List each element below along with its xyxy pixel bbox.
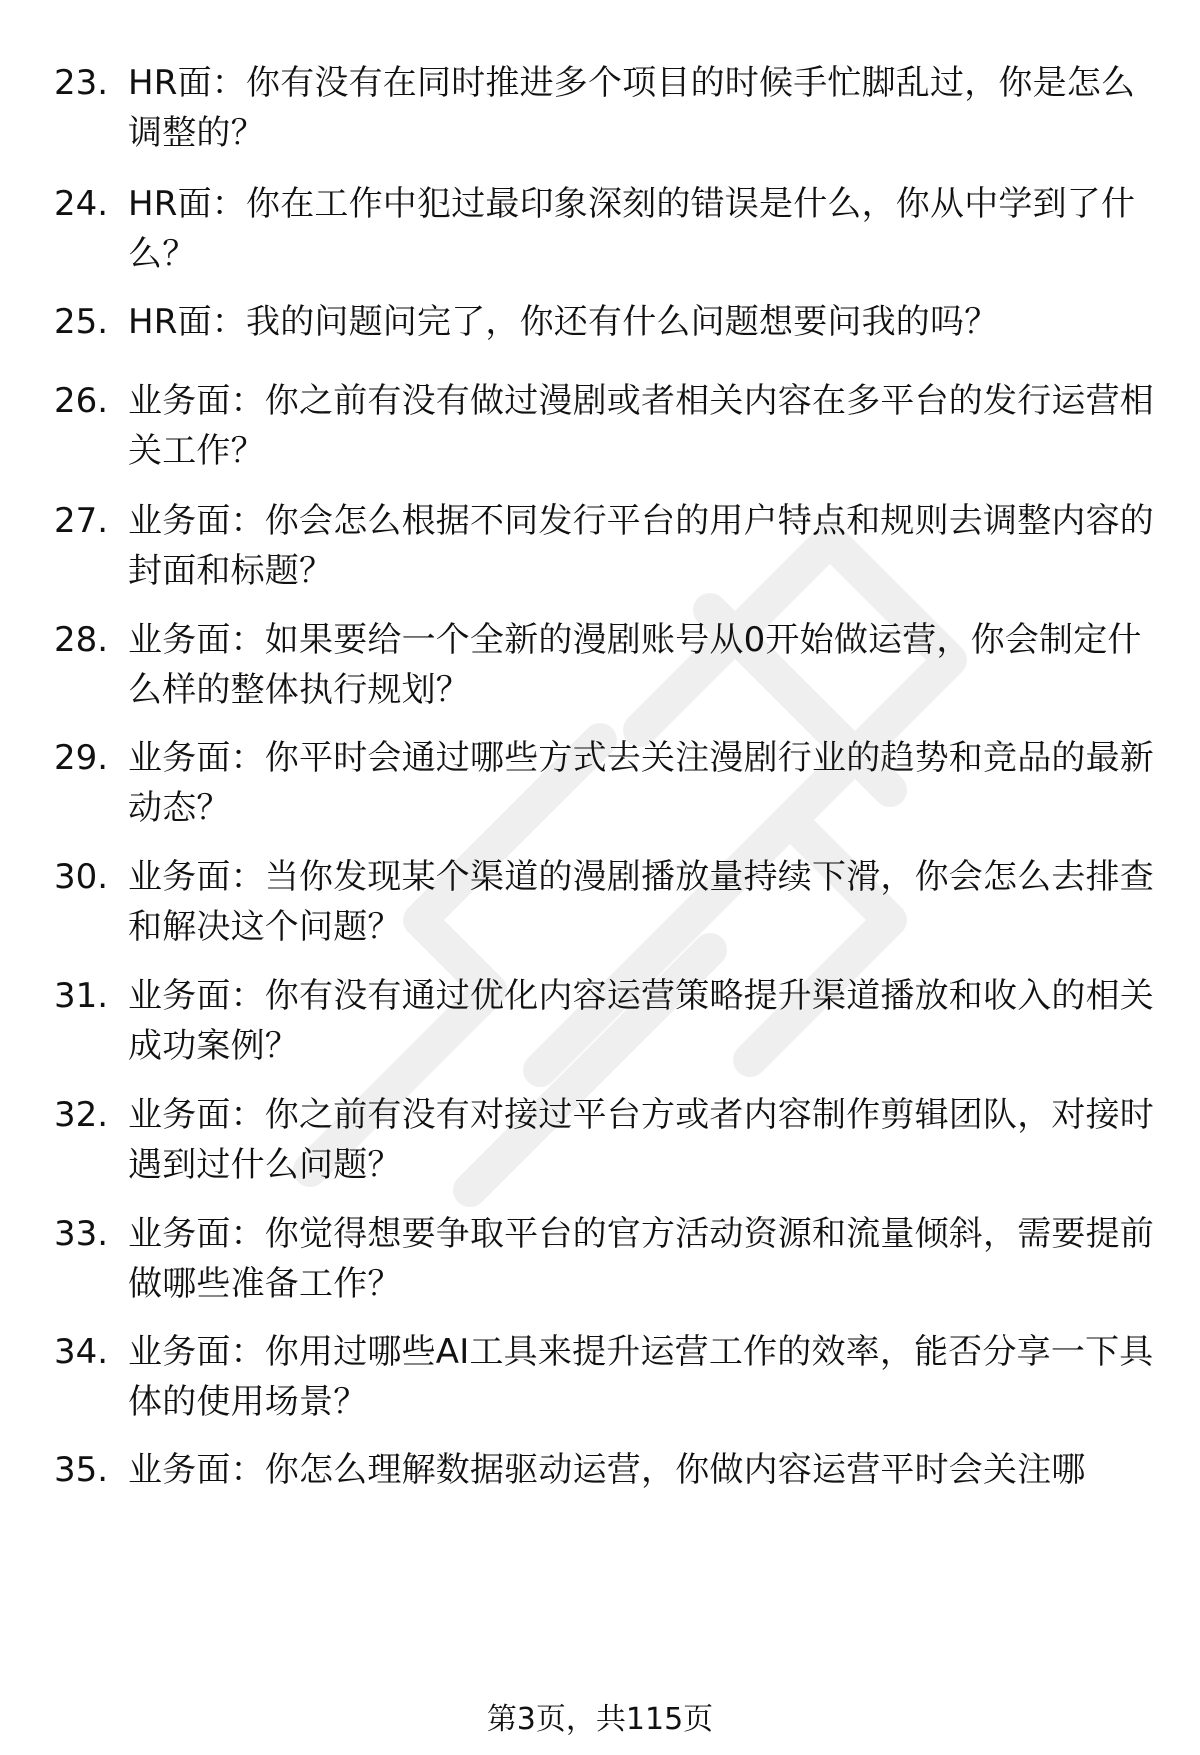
question-number: 24. — [54, 184, 109, 224]
list-item — [0, 1445, 1200, 1505]
question-text: HR面：你在工作中犯过最印象深刻的错误是什么，你从中学到了什么？ — [128, 184, 1136, 274]
list-item — [0, 615, 1200, 733]
question-number: 33. — [54, 1214, 109, 1254]
question-number: 28. — [54, 620, 109, 660]
list-item — [0, 179, 1200, 297]
question-number: 31. — [54, 976, 109, 1016]
list-item — [0, 58, 1200, 179]
question-text: 业务面：当你发现某个渠道的漫剧播放量持续下滑，你会怎么去排查和解决这个问题？ — [128, 857, 1154, 947]
list-item — [0, 496, 1200, 615]
question-number: 30. — [54, 857, 109, 897]
list-item — [0, 297, 1200, 376]
question-text: HR面：我的问题问完了，你还有什么问题想要问我的吗？ — [128, 302, 999, 342]
list-item — [0, 971, 1200, 1090]
question-text: 业务面：你有没有通过优化内容运营策略提升渠道播放和收入的相关成功案例？ — [128, 976, 1154, 1066]
question-text: 业务面：你会怎么根据不同发行平台的用户特点和规则去调整内容的封面和标题？ — [128, 501, 1154, 591]
question-text: 业务面：如果要给一个全新的漫剧账号从0开始做运营，你会制定什么样的整体执行规划？ — [128, 620, 1142, 710]
question-text: 业务面：你之前有没有对接过平台方或者内容制作剪辑团队，对接时遇到过什么问题？ — [128, 1095, 1154, 1185]
question-text: 业务面：你之前有没有做过漫剧或者相关内容在多平台的发行运营相关工作？ — [128, 381, 1154, 471]
question-text: HR面：你有没有在同时推进多个项目的时候手忙脚乱过，你是怎么调整的？ — [128, 63, 1136, 153]
list-item — [0, 852, 1200, 971]
question-text: 业务面：你平时会通过哪些方式去关注漫剧行业的趋势和竞品的最新动态？ — [128, 738, 1154, 828]
question-number: 29. — [54, 738, 109, 778]
question-text: 业务面：你用过哪些AI工具来提升运营工作的效率，能否分享一下具体的使用场景？ — [128, 1332, 1154, 1422]
question-number: 23. — [54, 63, 109, 103]
list-item — [0, 1090, 1200, 1209]
question-number: 35. — [54, 1450, 109, 1490]
question-number: 34. — [54, 1332, 109, 1372]
question-text: 业务面：你觉得想要争取平台的官方活动资源和流量倾斜，需要提前做哪些准备工作？ — [128, 1214, 1154, 1304]
question-number: 26. — [54, 381, 109, 421]
question-number: 27. — [54, 501, 109, 541]
page-indicator: 第3页，共115页 — [486, 1702, 714, 1737]
list-item — [0, 1209, 1200, 1327]
list-item — [0, 733, 1200, 852]
question-text: 业务面：你怎么理解数据驱动运营，你做内容运营平时会关注哪 — [128, 1450, 1086, 1490]
list-item — [0, 376, 1200, 496]
question-list — [0, 58, 1200, 1505]
list-item — [0, 1327, 1200, 1445]
question-number: 25. — [54, 302, 109, 342]
question-number: 32. — [54, 1095, 109, 1135]
